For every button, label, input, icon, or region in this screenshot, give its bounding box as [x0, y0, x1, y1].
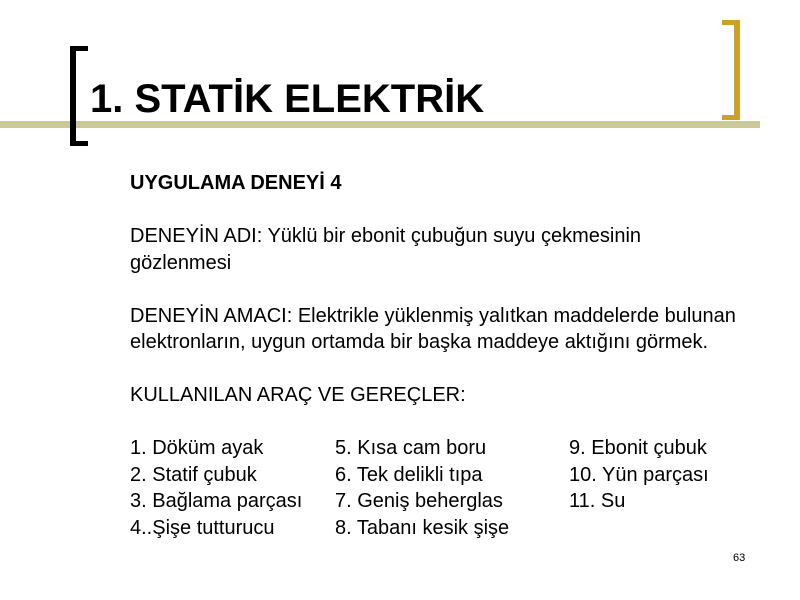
- experiment-purpose: [130, 303, 770, 356]
- left-bracket-top: [70, 46, 88, 51]
- right-bracket-decoration: [722, 20, 740, 120]
- page-number: 63: [733, 552, 746, 564]
- materials-column-1: [130, 435, 335, 541]
- materials-item: 7. Geniş beherglas: [335, 490, 503, 512]
- left-bracket-vertical: [70, 46, 76, 146]
- right-bracket-vertical: [734, 20, 740, 120]
- materials-item: 3. Bağlama parçası: [130, 490, 303, 512]
- experiment-name-line-2: gözlenmesi: [130, 251, 232, 274]
- experiment-purpose-line-1: DENEYİN AMACI: Elektrikle yüklenmiş yalıtkan maddelerde bulunan: [130, 304, 736, 327]
- materials-item: 8. Tabanı kesik şişe: [335, 516, 510, 539]
- slide-title: 1. STATİK ELEKTRİK: [90, 77, 485, 121]
- materials-item: 5. Kısa cam boru: [335, 437, 487, 459]
- materials-column-2: [335, 435, 569, 541]
- materials-item: 6. Tek delikli tıpa: [335, 463, 483, 486]
- right-bracket-top: [722, 20, 740, 25]
- materials-column-3: [569, 435, 759, 541]
- materials-list: [130, 435, 770, 541]
- experiment-name-line-1: DENEYİN ADI: Yüklü bir ebonit çubuğun suyu çekmesinin: [130, 225, 642, 247]
- materials-item: 11. Su: [569, 490, 626, 512]
- materials-item: 10. Yün parçası: [569, 463, 709, 486]
- materials-item: 9. Ebonit çubuk: [569, 437, 707, 459]
- experiment-purpose-line-2: elektronların, uygun ortamda bir başka maddeye aktığını görmek.: [130, 331, 709, 353]
- experiment-heading: UYGULAMA DENEYİ 4: [130, 172, 342, 194]
- materials-item: 2. Statif çubuk: [130, 463, 257, 486]
- slide-body: [130, 170, 770, 541]
- experiment-name: [130, 223, 770, 276]
- materials-item: 1. Döküm ayak: [130, 437, 264, 459]
- title-underline-rule: [0, 121, 760, 128]
- left-bracket-bottom: [70, 141, 88, 146]
- right-bracket-bottom: [722, 115, 740, 120]
- materials-heading: KULLANILAN ARAÇ VE GEREÇLER:: [130, 384, 466, 406]
- materials-item: 4..Şişe tutturucu: [130, 516, 275, 539]
- left-bracket-decoration: [70, 46, 88, 146]
